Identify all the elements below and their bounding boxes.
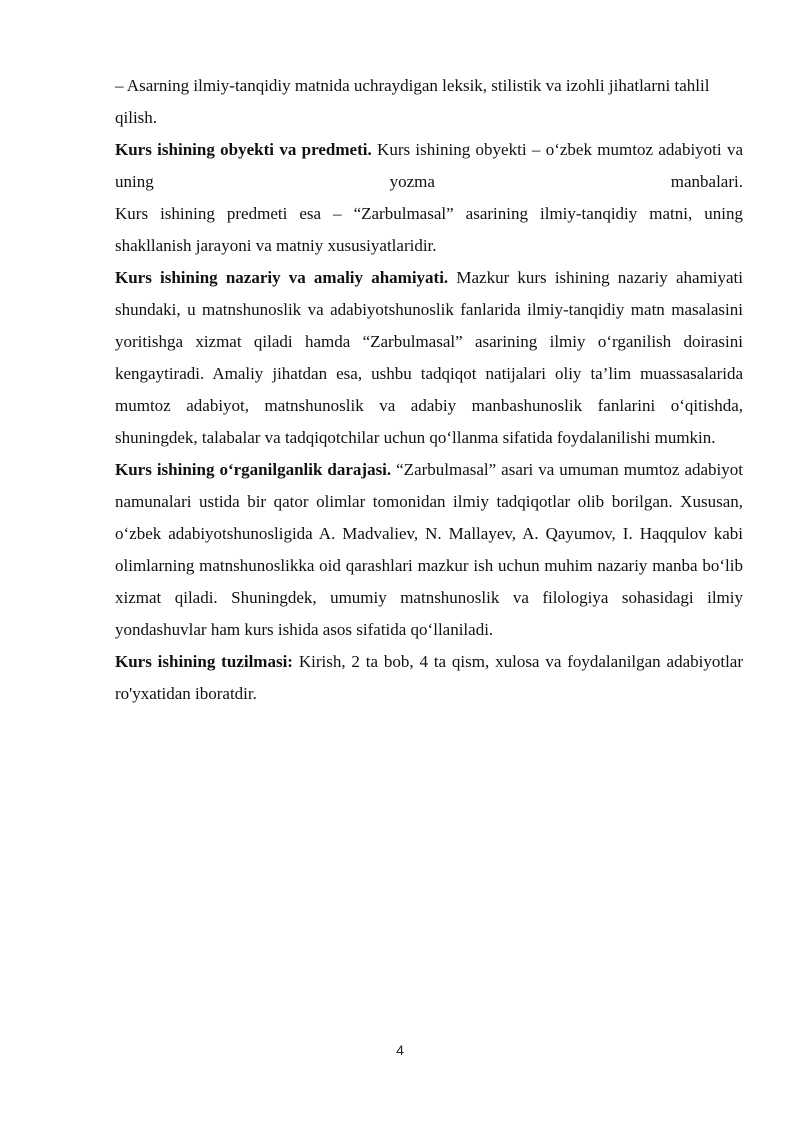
section-heading: Kurs ishining nazariy va amaliy ahamiyati. [115, 268, 449, 287]
section-text: Kurs ishining obyekti – o‘zbek mumtoz adabiyoti va uning yozma manbalari. [115, 140, 743, 191]
page-number: 4 [396, 1042, 404, 1058]
section-text: Kirish, 2 ta bob, 4 ta qism, xulosa va foydalanilgan adabiyotlar ro'yxatidan iboratdir. [115, 652, 743, 703]
section-object-line [115, 134, 743, 198]
intro-text: – Asarning ilmiy-tanqidiy matnida uchraydigan leksik, stilistik va izohli jihatlarni tahlil qilish. [115, 76, 710, 127]
section-heading: Kurs ishining o‘rganilganlik darajasi. [115, 460, 392, 479]
section-subject-line [115, 198, 743, 262]
section-text: “Zarbulmasal” asari va umuman mumtoz adabiyot namunalari ustida bir qator olimlar tomonidan ilmiy tadqiqotlar olib borilgan. Xususan, o‘zbek adabiyotshunosligida A. Madvaliev, N. Mallayev, A. Qayumov, I. Haqqulov kabi olimlarning matnshunoslikka oid qarashlari mazkur ish uchun muhim nazariy manba bo‘lib xizmat qiladi. Shuningdek, umumiy matnshunoslik va filologiya sohasidagi ilmiy yondashuvlar ham kurs ishida asos sifatida qo‘llaniladi. [115, 460, 743, 639]
intro-paragraph [115, 70, 743, 134]
section-text: Mazkur kurs ishining nazariy ahamiyati shundaki, u matnshunoslik va adabiyotshunoslik fanlarida ilmiy-tanqidiy matn masalasini yoritishga xizmat qiladi hamda “Zarbulmasal” asarining ilmiy o‘rganilish doirasini kengaytiradi. Amaliy jihatdan esa, ushbu tadqiqot natijalari oliy ta’lim muassasalarida mumtoz adabiyot, matnshunoslik va adabiy manbashunoslik fanlarini o‘qitishda, shuningdek, talabalar va tadqiqotchilar uchun qo‘llanma sifatida foydalanilishi mumkin. [115, 268, 744, 447]
section-study-degree [115, 454, 743, 646]
document-body [115, 70, 743, 710]
section-object-subject [115, 134, 743, 262]
section-heading: Kurs ishining obyekti va predmeti. [115, 140, 372, 159]
section-text: Kurs ishining predmeti esa – “Zarbulmasal” asarining ilmiy-tanqidiy matni, uning shakllanish jarayoni va matniy xususiyatlaridir. [115, 204, 743, 255]
section-heading: Kurs ishining tuzilmasi: [115, 652, 293, 671]
section-structure [115, 646, 743, 710]
section-significance [115, 262, 743, 454]
